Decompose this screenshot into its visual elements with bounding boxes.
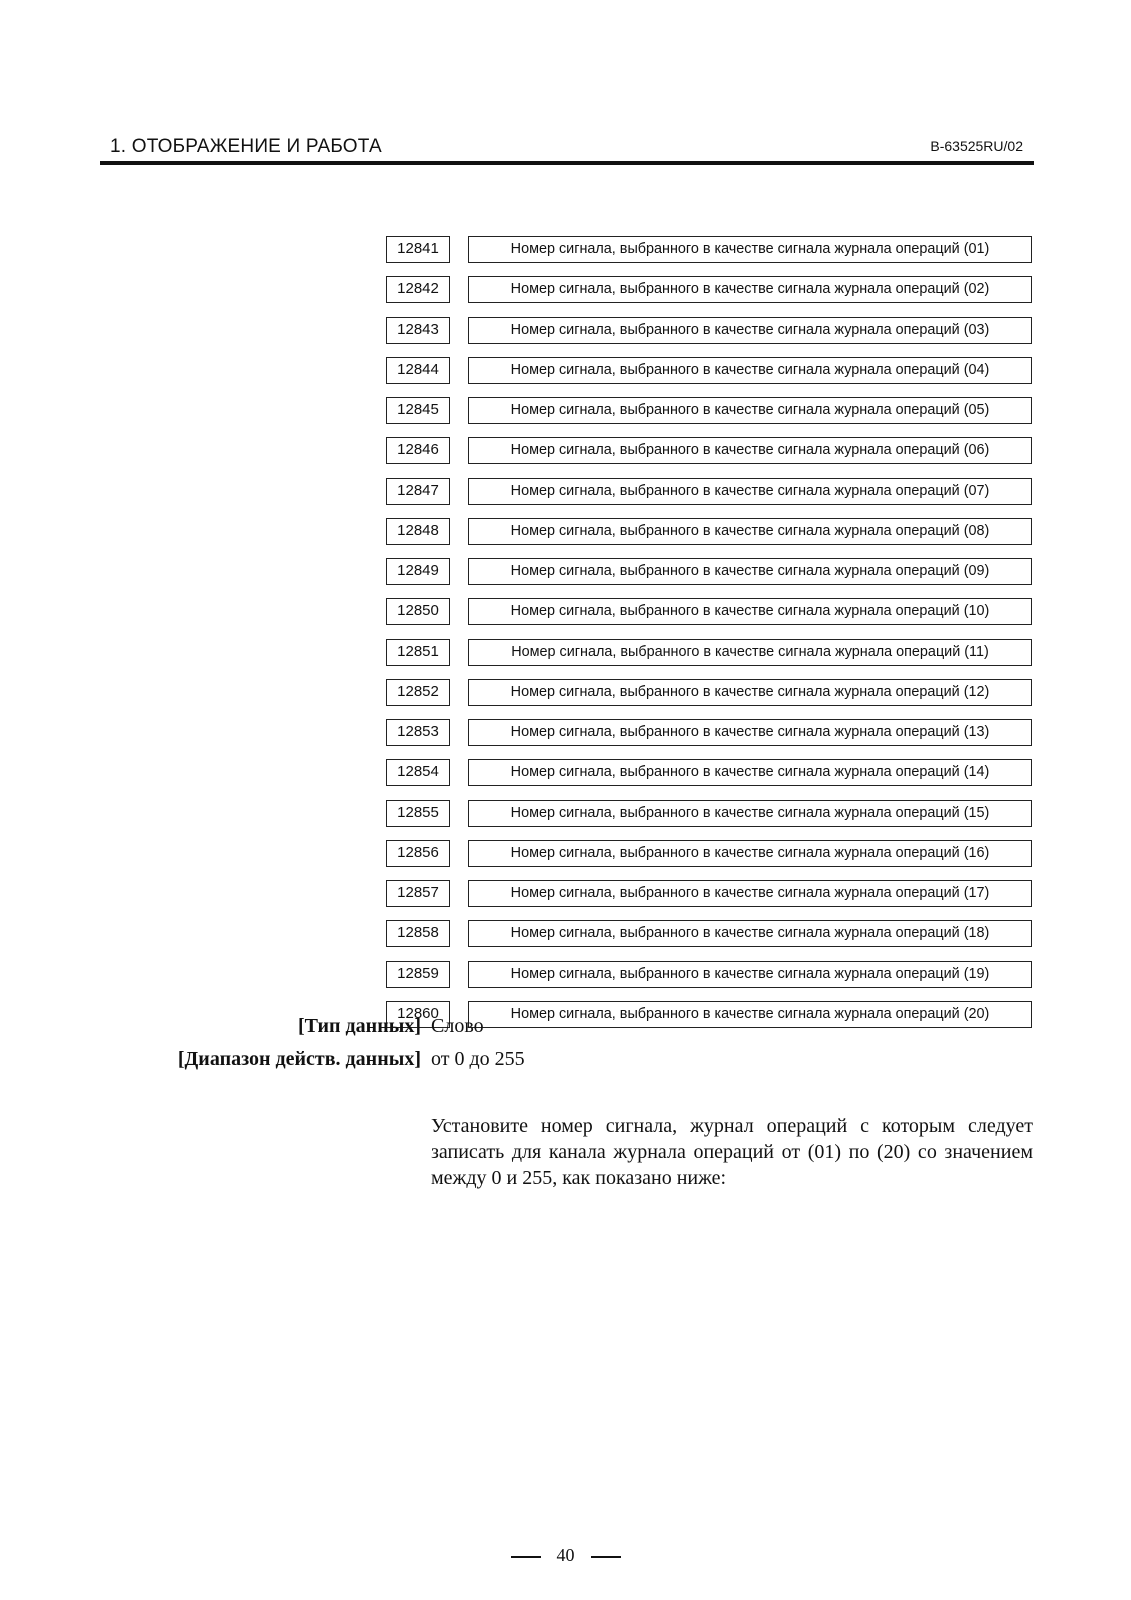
parameter-description: Номер сигнала, выбранного в качестве сигнала журнала операций (07) <box>468 478 1032 505</box>
parameter-row <box>386 437 1034 466</box>
parameter-description: Номер сигнала, выбранного в качестве сигнала журнала операций (08) <box>468 518 1032 545</box>
parameter-row <box>386 478 1034 507</box>
parameter-row <box>386 598 1034 627</box>
parameter-description: Номер сигнала, выбранного в качестве сигнала журнала операций (15) <box>468 800 1032 827</box>
parameter-row <box>386 317 1034 346</box>
parameter-row <box>386 800 1034 829</box>
parameter-number: 12854 <box>386 759 450 786</box>
parameter-description: Номер сигнала, выбранного в качестве сигнала журнала операций (19) <box>468 961 1032 988</box>
parameter-number: 12857 <box>386 880 450 907</box>
parameter-row <box>386 840 1034 869</box>
page-number: 40 <box>556 1545 575 1565</box>
parameter-description: Номер сигнала, выбранного в качестве сигнала журнала операций (17) <box>468 880 1032 907</box>
parameter-number: 12841 <box>386 236 450 263</box>
parameter-number: 12849 <box>386 558 450 585</box>
parameter-number: 12855 <box>386 800 450 827</box>
parameter-description: Номер сигнала, выбранного в качестве сигнала журнала операций (05) <box>468 397 1032 424</box>
data-type-value: Слово <box>431 1015 484 1037</box>
parameter-row <box>386 236 1034 265</box>
parameter-description: Номер сигнала, выбранного в качестве сигнала журнала операций (03) <box>468 317 1032 344</box>
parameter-row <box>386 357 1034 386</box>
parameter-description: Номер сигнала, выбранного в качестве сигнала журнала операций (01) <box>468 236 1032 263</box>
parameter-number: 12843 <box>386 317 450 344</box>
parameter-description: Номер сигнала, выбранного в качестве сигнала журнала операций (13) <box>468 719 1032 746</box>
parameter-description: Номер сигнала, выбранного в качестве сигнала журнала операций (11) <box>468 639 1032 666</box>
parameter-row <box>386 679 1034 708</box>
parameter-description: Номер сигнала, выбранного в качестве сигнала журнала операций (14) <box>468 759 1032 786</box>
parameter-row <box>386 558 1034 587</box>
range-label: [Диапазон действ. данных] <box>177 1048 421 1070</box>
parameter-number: 12850 <box>386 598 450 625</box>
parameter-row <box>386 880 1034 909</box>
footer-dash-left <box>511 1556 541 1558</box>
parameter-description: Номер сигнала, выбранного в качестве сигнала журнала операций (04) <box>468 357 1032 384</box>
parameter-number: 12859 <box>386 961 450 988</box>
parameter-number: 12856 <box>386 840 450 867</box>
parameter-description: Номер сигнала, выбранного в качестве сигнала журнала операций (10) <box>468 598 1032 625</box>
parameter-description: Номер сигнала, выбранного в качестве сигнала журнала операций (02) <box>468 276 1032 303</box>
parameter-number: 12858 <box>386 920 450 947</box>
parameter-number: 12844 <box>386 357 450 384</box>
document-code: B-63525RU/02 <box>930 138 1023 154</box>
footer-dash-right <box>591 1556 621 1558</box>
parameter-description: Номер сигнала, выбранного в качестве сигнала журнала операций (16) <box>468 840 1032 867</box>
parameter-row <box>386 276 1034 305</box>
parameter-row <box>386 920 1034 949</box>
section-title: 1. ОТОБРАЖЕНИЕ И РАБОТА <box>110 136 382 157</box>
parameter-row <box>386 518 1034 547</box>
parameter-description: Номер сигнала, выбранного в качестве сигнала журнала операций (06) <box>468 437 1032 464</box>
parameter-number: 12853 <box>386 719 450 746</box>
parameter-number: 12851 <box>386 639 450 666</box>
parameter-number: 12847 <box>386 478 450 505</box>
parameter-row <box>386 639 1034 668</box>
data-type-label: [Тип данных] <box>298 1015 421 1037</box>
parameter-description: Номер сигнала, выбранного в качестве сигнала журнала операций (18) <box>468 920 1032 947</box>
parameter-row <box>386 397 1034 426</box>
parameter-number: 12845 <box>386 397 450 424</box>
header-divider <box>100 161 1034 165</box>
description-paragraph: Установите номер сигнала, журнал операций с которым следует записать для канала журнала операций от (01) по (20) со значением между 0 и 255, как показано ниже: <box>431 1115 1033 1189</box>
parameter-list <box>386 236 1034 1041</box>
parameter-number: 12842 <box>386 276 450 303</box>
parameter-description: Номер сигнала, выбранного в качестве сигнала журнала операций (20) <box>468 1001 1032 1028</box>
parameter-number: 12848 <box>386 518 450 545</box>
parameter-row <box>386 719 1034 748</box>
parameter-row <box>386 961 1034 990</box>
parameter-number: 12852 <box>386 679 450 706</box>
page-footer <box>0 1545 1131 1566</box>
range-value: от 0 до 255 <box>431 1048 525 1070</box>
parameter-description: Номер сигнала, выбранного в качестве сигнала журнала операций (09) <box>468 558 1032 585</box>
parameter-description: Номер сигнала, выбранного в качестве сигнала журнала операций (12) <box>468 679 1032 706</box>
parameter-row <box>386 759 1034 788</box>
parameter-number: 12860 <box>386 1001 450 1028</box>
parameter-number: 12846 <box>386 437 450 464</box>
